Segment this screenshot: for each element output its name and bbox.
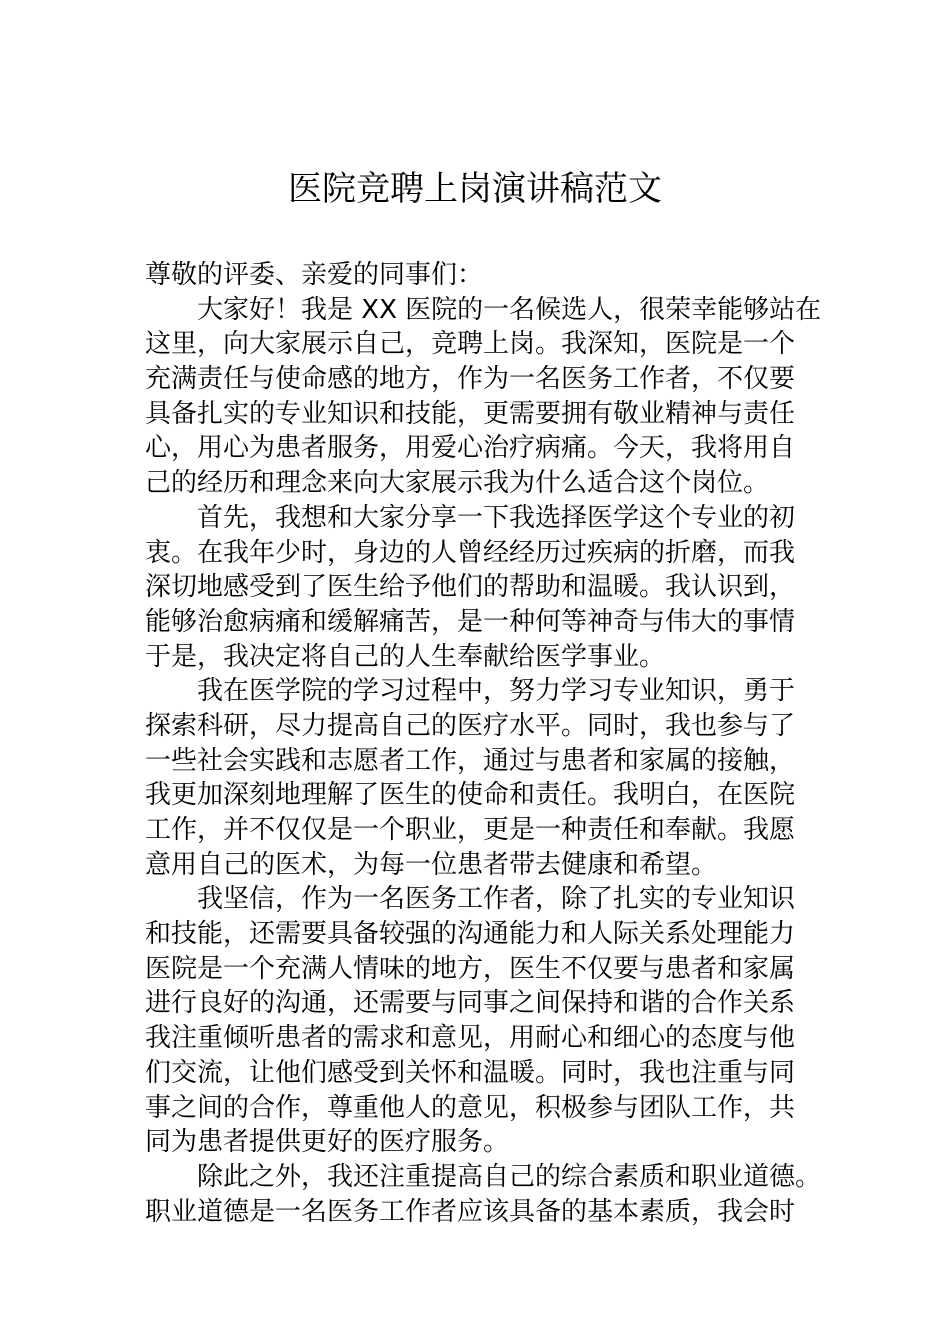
text-line: 我注重倾听患者的需求和意见，用耐心和细心的态度与他 [145, 1023, 796, 1054]
text-line: 同为患者提供更好的医疗服务。 [145, 1127, 510, 1158]
text-line: 充满责任与使命感的地方，作为一名医务工作者，不仅要 [145, 364, 796, 395]
document-body [145, 258, 825, 1229]
text-line: 深切地感受到了医生给予他们的帮助和温暖。我认识到， [145, 572, 796, 603]
text-line: 们交流，让他们感受到关怀和温暖。同时，我也注重与同 [145, 1057, 796, 1088]
text-line: 心，用心为患者服务，用爱心治疗病痛。今天，我将用自 [145, 433, 796, 464]
text-line: 尊敬的评委、亲爱的同事们： [145, 260, 484, 290]
text-line: 工作，并不仅仅是一个职业，更是一种责任和奉献。我愿 [145, 815, 796, 845]
document-title: 医院竞聘上岗演讲稿范文 [288, 169, 662, 209]
text-line: 医院是一个充满人情味的地方，医生不仅要与患者和家属 [145, 953, 796, 984]
text-line: 职业道德是一名医务工作者应该具备的基本素质，我会时 [145, 1196, 796, 1227]
text-line: 这里，向大家展示自己，竞聘上岗。我深知，医院是一个 [145, 329, 796, 360]
text-line: 衷。在我年少时，身边的人曾经经历过疾病的折磨，而我 [145, 537, 796, 568]
text-line: 于是，我决定将自己的人生奉献给医学事业。 [145, 641, 666, 672]
text-line: 己的经历和理念来向大家展示我为什么适合这个岗位。 [145, 468, 770, 499]
paragraph-first-line: 我坚信，作为一名医务工作者，除了扎实的专业知识 [197, 884, 796, 915]
paragraph-first-line: 我在医学院的学习过程中，努力学习专业知识，勇于 [197, 676, 796, 707]
text-line: 探索科研，尽力提高自己的医疗水平。同时，我也参与了 [145, 710, 796, 741]
text-line: 一些社会实践和志愿者工作，通过与患者和家属的接触， [145, 745, 796, 776]
paragraph-first-line: 大家好！我是 XX 医院的一名候选人，很荣幸能够站在 [197, 294, 822, 325]
text-line: 意用自己的医术，为每一位患者带去健康和希望。 [145, 849, 718, 880]
text-line: 事之间的合作，尊重他人的意见，积极参与团队工作，共 [145, 1092, 796, 1123]
paragraph-first-line: 首先，我想和大家分享一下我选择医学这个专业的初 [197, 502, 796, 533]
text-line: 和技能，还需要具备较强的沟通能力和人际关系处理能力 [145, 919, 796, 950]
text-line: 能够治愈病痛和缓解痛苦，是一种何等神奇与伟大的事情 [145, 606, 796, 637]
paragraph-first-line: 除此之外，我还注重提高自己的综合素质和职业道德。 [197, 1161, 822, 1192]
text-line: 具备扎实的专业知识和技能，更需要拥有敬业精神与责任 [145, 398, 796, 429]
text-line: 我更加深刻地理解了医生的使命和责任。我明白，在医院 [145, 780, 796, 811]
text-line: 进行良好的沟通，还需要与同事之间保持和谐的合作关系 [145, 988, 796, 1019]
